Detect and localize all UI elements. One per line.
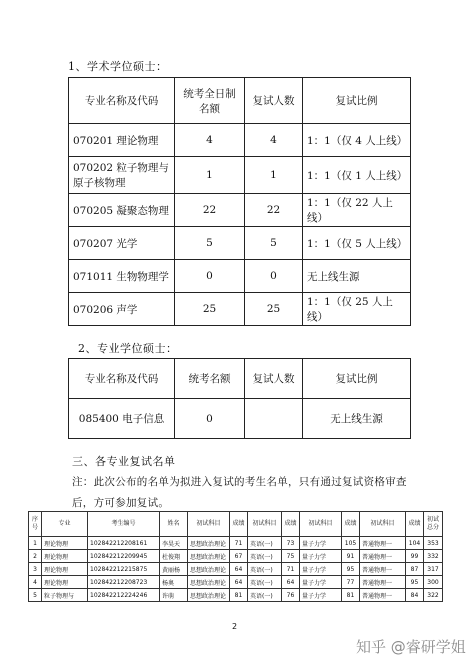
page-number: 2 <box>232 622 238 631</box>
quota-cell: 1 <box>175 157 245 194</box>
quota-cell: 25 <box>175 293 245 326</box>
score-cell: 95 <box>342 563 360 576</box>
ratio-cell: 1：1（仅 4 人上线） <box>303 124 411 157</box>
score-cell: 64 <box>230 563 248 576</box>
section3-heading: 三、各专业复试名单 <box>72 455 176 468</box>
header-cell: 成绩 <box>342 512 360 537</box>
retest-count-cell: 5 <box>245 227 303 260</box>
subject-cell: 思想政治理论 <box>188 589 230 602</box>
subject-cell: 量子力学 <box>300 563 342 576</box>
quota-cell: 0 <box>175 399 245 439</box>
name-cell: 黄丽杨 <box>160 563 188 576</box>
quota-cell: 4 <box>175 124 245 157</box>
score-cell: 81 <box>230 589 248 602</box>
total-cell: 322 <box>424 589 443 602</box>
ratio-cell: 1：1（仅 22 人上线） <box>303 194 411 227</box>
table-row <box>69 157 411 194</box>
score-cell: 75 <box>282 550 300 563</box>
score-cell: 91 <box>342 550 360 563</box>
subject-cell: 普通物理一 <box>360 550 406 563</box>
ratio-cell: 无上线生源 <box>303 399 411 439</box>
name-cell: 李昊天 <box>160 537 188 550</box>
academic-master-table <box>68 77 411 326</box>
retest-count-cell: 22 <box>245 194 303 227</box>
header-cell: 复试比例 <box>303 359 411 399</box>
subject-cell: 思想政治理论 <box>188 537 230 550</box>
table-row <box>69 124 411 157</box>
header-cell: 复试比例 <box>303 78 411 124</box>
table-row <box>69 194 411 227</box>
quota-cell: 22 <box>175 194 245 227</box>
candidate-id-cell: 102842212224246 <box>88 589 160 602</box>
score-cell: 95 <box>406 576 424 589</box>
retest-count-cell: 1 <box>245 157 303 194</box>
quota-cell: 5 <box>175 227 245 260</box>
table-header-row <box>29 512 443 537</box>
retest-count-cell: 0 <box>245 260 303 293</box>
header-cell: 复试人数 <box>245 359 303 399</box>
section1-heading: 1、学术学位硕士： <box>68 60 168 73</box>
subject-cell: 普通物理一 <box>360 537 406 550</box>
subject-cell: 英语(一) <box>248 537 282 550</box>
score-cell: 99 <box>406 550 424 563</box>
header-cell: 统考名额 <box>175 359 245 399</box>
subject-cell: 量子力学 <box>300 589 342 602</box>
header-cell: 成绩 <box>230 512 248 537</box>
watermark: 知乎 @睿研学姐 <box>356 638 466 656</box>
header-cell: 初试科目 <box>360 512 406 537</box>
section2-heading: 2、专业学位硕士： <box>78 342 178 355</box>
header-cell: 考生编号 <box>88 512 160 537</box>
header-cell: 初试总分 <box>424 512 443 537</box>
total-cell: 332 <box>424 550 443 563</box>
score-cell: 84 <box>406 589 424 602</box>
major-cell: 理论物理 <box>42 576 88 589</box>
ratio-cell: 无上线生源 <box>303 260 411 293</box>
subject-cell: 思想政治理论 <box>188 563 230 576</box>
major-cell: 理论物理 <box>42 563 88 576</box>
subject-cell: 量子力学 <box>300 537 342 550</box>
total-cell: 353 <box>424 537 443 550</box>
score-cell: 64 <box>282 576 300 589</box>
table-row <box>29 537 443 550</box>
score-cell: 76 <box>282 589 300 602</box>
score-cell: 64 <box>230 576 248 589</box>
table-row <box>69 399 411 439</box>
subject-cell: 英语(一) <box>248 589 282 602</box>
header-cell: 序号 <box>29 512 42 537</box>
major-cell: 070207 光学 <box>69 227 175 260</box>
header-cell: 复试人数 <box>245 78 303 124</box>
table-row <box>29 589 443 602</box>
score-cell: 104 <box>406 537 424 550</box>
total-cell: 300 <box>424 576 443 589</box>
subject-cell: 量子力学 <box>300 576 342 589</box>
subject-cell: 思想政治理论 <box>188 576 230 589</box>
header-cell: 专业 <box>42 512 88 537</box>
major-cell: 085400 电子信息 <box>69 399 175 439</box>
header-cell: 初试科目 <box>188 512 230 537</box>
subject-cell: 普通物理一 <box>360 563 406 576</box>
major-cell: 071011 生物物理学 <box>69 260 175 293</box>
header-cell: 姓名 <box>160 512 188 537</box>
retest-count-cell <box>245 399 303 439</box>
table-row <box>69 227 411 260</box>
table-row <box>29 550 443 563</box>
retest-list-table <box>28 511 443 602</box>
row-index-cell: 1 <box>29 537 42 550</box>
total-cell: 317 <box>424 563 443 576</box>
candidate-id-cell: 102842212208161 <box>88 537 160 550</box>
score-cell: 81 <box>342 589 360 602</box>
major-cell: 070206 声学 <box>69 293 175 326</box>
row-index-cell: 4 <box>29 576 42 589</box>
score-cell: 73 <box>282 537 300 550</box>
major-cell: 粒子物理与 <box>42 589 88 602</box>
major-cell: 070202 粒子物理与原子核物理 <box>69 157 175 194</box>
subject-cell: 思想政治理论 <box>188 550 230 563</box>
subject-cell: 英语(一) <box>248 576 282 589</box>
subject-cell: 英语(一) <box>248 550 282 563</box>
candidate-id-cell: 102842212215875 <box>88 563 160 576</box>
major-cell: 070205 凝聚态物理 <box>69 194 175 227</box>
retest-count-cell: 4 <box>245 124 303 157</box>
major-cell: 理论物理 <box>42 550 88 563</box>
header-cell: 统考全日制名额 <box>175 78 245 124</box>
header-cell: 专业名称及代码 <box>69 359 175 399</box>
table-row <box>29 576 443 589</box>
score-cell: 71 <box>282 563 300 576</box>
candidate-id-cell: 102842212208723 <box>88 576 160 589</box>
table-row <box>29 563 443 576</box>
row-index-cell: 5 <box>29 589 42 602</box>
name-cell: 杨奥 <box>160 576 188 589</box>
retest-count-cell: 25 <box>245 293 303 326</box>
professional-master-table <box>68 358 411 439</box>
name-cell: 许萌 <box>160 589 188 602</box>
header-cell: 初试科目 <box>248 512 282 537</box>
table-row <box>69 293 411 326</box>
header-cell: 专业名称及代码 <box>69 78 175 124</box>
score-cell: 67 <box>230 550 248 563</box>
score-cell: 105 <box>342 537 360 550</box>
score-cell: 87 <box>406 563 424 576</box>
major-cell: 理论物理 <box>42 537 88 550</box>
score-cell: 71 <box>230 537 248 550</box>
row-index-cell: 3 <box>29 563 42 576</box>
row-index-cell: 2 <box>29 550 42 563</box>
subject-cell: 英语(一) <box>248 563 282 576</box>
subject-cell: 普通物理一 <box>360 576 406 589</box>
table-row <box>69 260 411 293</box>
major-cell: 070201 理论物理 <box>69 124 175 157</box>
table-header-row <box>69 359 411 399</box>
score-cell: 77 <box>342 576 360 589</box>
ratio-cell: 1：1（仅 5 人上线） <box>303 227 411 260</box>
candidate-id-cell: 102842212209945 <box>88 550 160 563</box>
subject-cell: 普通物理一 <box>360 589 406 602</box>
subject-cell: 量子力学 <box>300 550 342 563</box>
quota-cell: 0 <box>175 260 245 293</box>
retest-note: 注：此次公布的名单为拟进入复试的考生名单，只有通过复试资格审查后，方可参加复试。 <box>72 476 407 509</box>
header-cell: 初试科目 <box>300 512 342 537</box>
name-cell: 杜俊翔 <box>160 550 188 563</box>
header-cell: 成绩 <box>282 512 300 537</box>
table-header-row <box>69 78 411 124</box>
ratio-cell: 1：1（仅 25 人上线） <box>303 293 411 326</box>
ratio-cell: 1：1（仅 1 人上线） <box>303 157 411 194</box>
header-cell: 成绩 <box>406 512 424 537</box>
